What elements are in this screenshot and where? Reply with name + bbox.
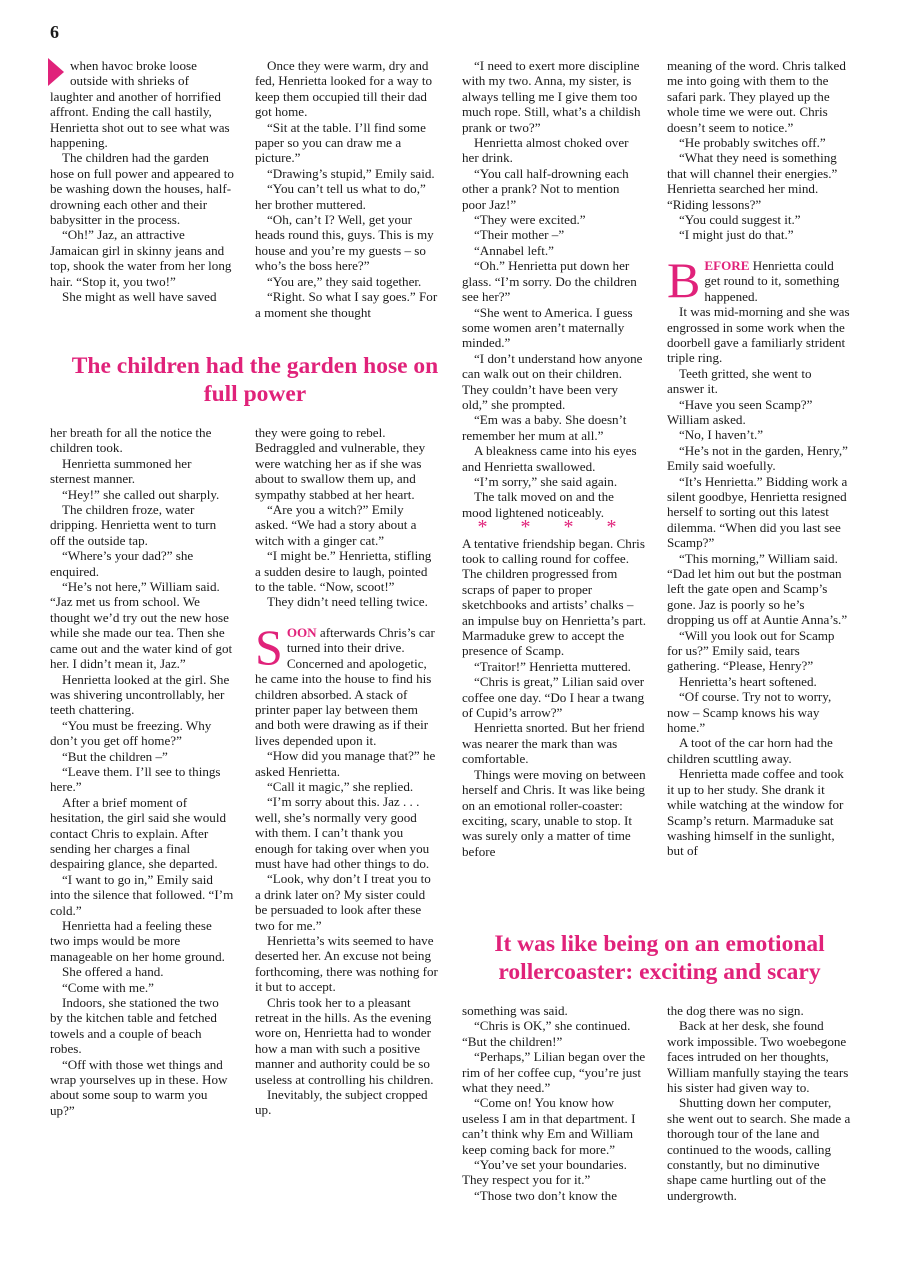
paragraph: Henrietta looked at the girl. She was shivering uncontrollably, her teeth chattering.: [50, 671, 230, 718]
paragraph: her breath for all the notice the children took.: [50, 425, 212, 456]
paragraph: The children had the garden hose on full power and appeared to be washing down the houses, half-drowning each other and their babysitter in the process.: [50, 150, 234, 228]
paragraph: they were going to rebel. Bedraggled and vulnerable, they were watching her as if she was about to swallow them up, and sympathy stabbed at her heart.: [255, 425, 426, 502]
paragraph: “You must be freezing. Why don’t you get off home?”: [50, 717, 212, 749]
column-3: [462, 58, 646, 859]
paragraph: “I don’t understand how anyone can walk out on their children. They couldn’t have been very old,” she prompted.: [462, 350, 643, 412]
paragraph: “But the children –”: [62, 748, 168, 764]
drop-cap: S: [255, 618, 283, 675]
paragraph: “Traitor!” Henrietta muttered.: [474, 658, 631, 674]
paragraph: “I might just do that.”: [679, 227, 794, 243]
paragraph: “You could suggest it.”: [679, 212, 801, 228]
start-marker-icon: [48, 58, 64, 86]
paragraph: Once they were warm, dry and fed, Henrietta looked for a way to keep them occupied till their dad got home.: [255, 58, 433, 120]
paragraph: “Annabel left.”: [474, 242, 554, 258]
paragraph: Henrietta almost choked over her drink.: [462, 135, 629, 166]
column-2-bottom: [255, 425, 439, 1118]
paragraph: Henrietta’s heart softened.: [679, 673, 817, 689]
paragraph: “Will you look out for Scamp for us?” Emily said, tears gathering. “Please, Henry?”: [667, 627, 835, 674]
lead-in: OON: [286, 624, 317, 640]
paragraph: They didn’t need telling twice.: [267, 594, 428, 610]
paragraph: “You’ve set your boundaries. They respect you for it.”: [462, 1157, 627, 1188]
column-4-bottom: [667, 1003, 851, 1203]
paragraph: “This morning,” William said. “Dad let him out but the postman left the gate open and Scamp’s gone. Jaz is poorly so he’s dropping us off at Auntie Anna’s.”: [667, 550, 848, 628]
paragraph: Henrietta summoned her sternest manner.: [50, 455, 192, 487]
paragraph: “Oh!” Jaz, an attractive Jamaican girl in skinny jeans and top, shook the water from her long hair. “Stop it, you two!”: [50, 227, 232, 289]
paragraph: Things were moving on between herself and Chris. It was like being on an emotional roller-coaster: exciting, scary, unable to stop. It was surely only a matter of time before: [462, 766, 646, 859]
paragraph: “Look, why don’t I treat you to a drink later on? My sister could be persuaded to look after these two for me.”: [255, 871, 431, 933]
paragraph: “I’m sorry about this. Jaz . . . well, she’s normally very good with them. I can’t thank you enough for taking over when you must have had other things to do.: [255, 794, 430, 871]
paragraph: “Chris is great,” Lilian said over coffee one day. “Do I hear a twang of Cupid’s arrow?”: [462, 674, 645, 721]
paragraph: something was said.: [462, 1003, 568, 1018]
column-3-bottom: [462, 1003, 646, 1203]
paragraph: “I’m sorry,” she said again.: [474, 473, 618, 489]
paragraph: “Hey!” she called out sharply.: [62, 486, 220, 502]
paragraph: Henrietta made coffee and took it up to her study. She drank it while watching at the window for Scamp’s return. Marmaduke sat washing himself in the sunlight, but of: [667, 766, 844, 859]
drop-cap-paragraph: SOON afterwards Chris’s car turned into their drive. Concerned and apologetic, he came into the house to find his children absorbed. A stack of printer paper lay between them and both were drawing as if their lives depended upon it.: [255, 618, 435, 748]
paragraph: when havoc broke loose outside with shrieks of laughter and another of horrified affront. Ending the call hastily, Henrietta shot out to see what was happening.: [50, 58, 230, 151]
paragraph: Shutting down her computer, she went out to search. She made a thorough tour of the lane and continued to the woods, calling constantly, but no diminutive shape came hurtling out of the undergrowth.: [667, 1095, 851, 1203]
paragraph: “I want to go in,” Emily said into the silence that followed. “I’m cold.”: [50, 871, 234, 918]
paragraph: Back at her desk, she found work impossible. Two woebegone faces intruded on her thoughts, William manfully staying the tears his sister had given way to.: [667, 1018, 849, 1096]
paragraph: “Oh.” Henrietta put down her glass. “I’m sorry. Do the children see her?”: [462, 258, 637, 305]
paragraph: “Where’s your dad?” she enquired.: [50, 548, 194, 579]
paragraph: “Off with those wet things and wrap yourselves up in these. How about some soup to warm you up?”: [50, 1056, 228, 1118]
paragraph: A toot of the car horn had the children scuttling away.: [667, 735, 833, 766]
pull-quote: It was like being on an emotional rollercoaster: exciting and scary: [494, 931, 825, 985]
paragraph: “Of course. Try not to worry, now – Scamp knows his way home.”: [667, 689, 832, 736]
paragraph: the dog there was no sign.: [667, 1003, 804, 1018]
paragraph: “How did you manage that?” he asked Henrietta.: [255, 748, 436, 779]
column-1-bottom: [50, 425, 234, 1118]
paragraph: “They were excited.”: [474, 212, 586, 228]
paragraph: “Oh, can’t I? Well, get your heads round this, guys. This is my house and you’re my guests – so who’s the boss here?”: [255, 212, 434, 274]
column-4: [667, 58, 851, 859]
paragraph: Henrietta snorted. But her friend was nearer the mark than was comfortable.: [462, 720, 645, 767]
paragraph: “Come on! You know how useless I am in that department. I can’t think why Em and William keep coming back for more.”: [462, 1095, 636, 1157]
paragraph: It was mid-morning and she was engrossed in some work when the doorbell gave a familiarly strident triple ring.: [667, 304, 850, 366]
drop-cap: B: [667, 251, 701, 308]
paragraph: “You are,” they said together.: [267, 273, 422, 289]
lead-in: EFORE: [704, 257, 750, 273]
paragraph: “No, I haven’t.”: [679, 427, 764, 443]
paragraph: After a brief moment of hesitation, the girl said she would contact Chris to explain. After sending her charges a final despairing glance, she departed.: [50, 794, 227, 872]
paragraph: “I might be.” Henrietta, stifling a sudden desire to laugh, pointed to the table. “Now, scoot!”: [255, 548, 432, 595]
column-2-top: [255, 58, 439, 320]
paragraph: “Leave them. I’ll see to things here.”: [50, 763, 221, 795]
paragraph: “Perhaps,” Lilian began over the rim of her coffee cup, “you’re just what they need.”: [462, 1049, 646, 1096]
paragraph: “Right. So what I say goes.” For a moment she thought: [255, 289, 438, 320]
paragraph: “You can’t tell us what to do,” her brother muttered.: [255, 181, 426, 212]
paragraph: “You call half-drowning each other a prank? Not to mention poor Jaz!”: [462, 165, 629, 212]
paragraph: “I need to exert more discipline with my two. Anna, my sister, is always telling me I give them too much rope. Still, what’s a childish prank or two?”: [462, 58, 641, 135]
paragraph: “Come with me.”: [62, 979, 154, 995]
paragraph: A tentative friendship began. Chris took to calling round for coffee. The children progressed from scraps of paper to proper sketchbooks and artists’ chalks – an impulse buy on Henrietta’s part. Marmaduke grew to accept the presence of Scamp.: [462, 535, 646, 659]
paragraph: Inevitably, the subject cropped up.: [255, 1087, 428, 1118]
paragraph: “Sit at the table. I’ll find some paper so you can draw me a picture.”: [255, 119, 426, 166]
page-number: 6: [50, 22, 59, 42]
column-1-top: [50, 58, 234, 305]
paragraph: The children froze, water dripping. Henrietta went to turn off the outside tap.: [50, 502, 217, 548]
paragraph: “Have you seen Scamp?” William asked.: [667, 396, 813, 427]
paragraph: “He probably switches off.”: [679, 135, 826, 151]
paragraph: Henrietta had a feeling these two imps would be more manageable on her home ground.: [50, 918, 225, 964]
paragraph: “Em was a baby. She doesn’t remember her mum at all.”: [462, 412, 627, 443]
paragraph: Henrietta’s wits seemed to have deserted her. An excuse not being forthcoming, there was nothing for it but to accept.: [255, 933, 438, 995]
paragraph: “She went to America. I guess some women aren’t maternally minded.”: [462, 304, 633, 351]
paragraph: Indoors, she stationed the two by the kitchen table and fetched towels and a couple of beach robes.: [50, 995, 219, 1057]
paragraph: Teeth gritted, she went to answer it.: [667, 365, 812, 397]
paragraph: Chris took her to a pleasant retreat in the hills. As the evening wore on, Henrietta had to wonder how a man with such a positive manner and authority could be so useless at controlling his children.: [255, 994, 434, 1087]
paragraph: “Call it magic,” she replied.: [267, 778, 414, 794]
paragraph: She might as well have saved: [62, 289, 217, 305]
paragraph: “He’s not here,” William said. “Jaz met us from school. We thought we’d try out the new hose while she made our tea. Then she came out and the water kind of got her. I didn’t mean it, Jaz.”: [50, 579, 233, 672]
paragraph: “It’s Henrietta.” Bidding work a silent goodbye, Henrietta resigned herself to sorting out this latest dilemma. “When did you last see Scamp?”: [667, 473, 848, 551]
paragraph: She offered a hand.: [62, 964, 164, 980]
pull-quote: The children had the garden hose on full power: [71, 353, 439, 407]
paragraph: “Are you a witch?” Emily asked. “We had a story about a witch with a ginger cat.”: [255, 502, 417, 548]
paragraph: “Their mother –”: [474, 227, 565, 243]
section-break-stars: * * * *: [477, 516, 631, 539]
paragraph: meaning of the word. Chris talked me into going with them to the safari park. They played up the whole time we were out. Chris doesn’t seem to notice.”: [667, 58, 846, 135]
paragraph: “He’s not in the garden, Henry,” Emily said woefully.: [667, 442, 848, 474]
paragraph: A bleakness came into his eyes and Henrietta swallowed.: [462, 443, 637, 474]
paragraph: “Chris is OK,” she continued. “But the children!”: [462, 1018, 631, 1049]
drop-cap-paragraph: BEFORE Henrietta could get round to it, something happened.: [667, 251, 840, 308]
paragraph: “Drawing’s stupid,” Emily said.: [267, 165, 435, 181]
paragraph: The talk moved on and the mood lightened noticeably.: [462, 489, 614, 520]
paragraph: “Those two don’t know the: [474, 1187, 618, 1203]
paragraph: “What they need is something that will channel their energies.” Henrietta searched her mind. “Riding lessons?”: [667, 150, 838, 212]
